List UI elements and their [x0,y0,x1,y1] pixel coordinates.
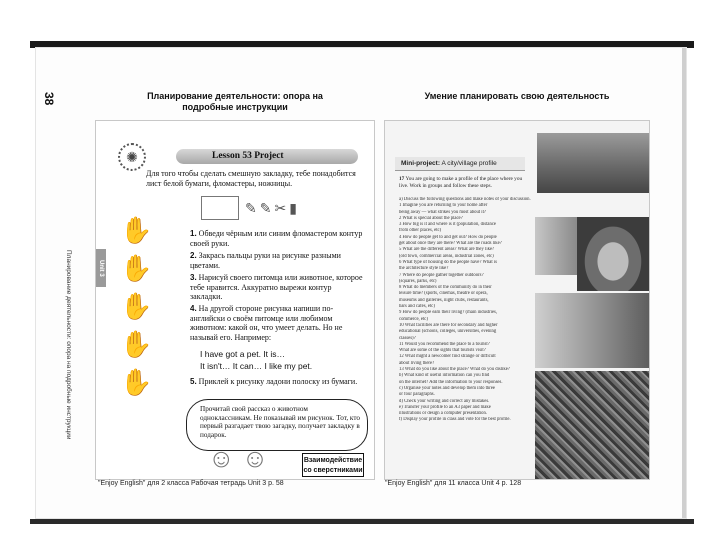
list-item: 7 Where do people gather together outdoors? [399,272,484,278]
page-number: 38 [42,92,56,106]
step-4: 4. На другой стороне рисунка напиши по-английски о своём питомце или любимом животном: какой он, что умеет делать. Но не называй его. Например: [190,304,343,342]
hand-icon: ✋ [120,215,153,245]
list-item: 4 How do people get to and get out? How do people [399,234,497,240]
markers-scissors-icon: ✎✎✂▮ [245,200,300,216]
left-workbook-page [95,120,375,480]
list-item: 5 What are the different areas? What are they like? [399,247,495,253]
list-item: 3 How big is it and where is it (population, distance [399,222,496,228]
stadium-photo [577,217,649,291]
scan-edge-bottom [30,519,694,524]
list-item: about living there? [399,360,435,366]
step-5: 5. Приклей к рисунку ладони полоску из бумаги. [190,377,358,386]
list-item: e) Transfer your profile to an A3 paper and make [399,404,491,410]
list-item: c) Organise your notes and develop them into three [399,385,495,391]
apartment-block-photo [535,293,649,368]
hand-icon: ✋ [120,291,153,321]
children-illustration: ☺ ☺ [208,443,269,473]
step-2: 2. Закрась пальцы руки на рисунке разными цветами. [190,251,341,270]
list-item: commerce, etc) [399,316,428,322]
example-line-1: I have got a pet. It is… [200,349,286,359]
list-item: classes)? [399,335,416,341]
list-item: museums and galleries, night clubs, restaurants, [399,297,489,303]
task-instructions: 17 You are going to make a profile of the place where you live. Work in groups and follow these steps. [399,176,523,189]
list-item: or four paragraphs. [399,392,435,398]
list-item: (squares, parks, etc) [399,278,437,284]
side-label: Планирование деятельности: опора на подробные инструкции [65,250,72,440]
list-item: on the internet? Add the information to your responses. [399,379,503,385]
list-item: f) Display your profile in class and vote for the best profile. [399,417,511,423]
list-item: 12 What might a newcomer find strange or difficult [399,354,496,360]
list-item: being away — what strikes you most about it? [399,209,486,215]
interaction-badge: Взаимодействие со сверстниками [302,453,364,477]
mini-project-header: Mini-project: A city/village profile [395,157,525,171]
scan-edge-top [30,41,694,48]
list-item: a) Discuss the following questions and make notes of your discussion. [399,197,531,202]
building-photo [535,217,577,275]
list-item: from other places, etc) [399,228,442,234]
right-textbook-page [384,120,650,480]
list-item: 9 How do people earn their living? (main industries, [399,310,498,316]
list-item: 10 What facilities are there for secondary and higher [399,322,498,328]
bubble-text: Прочитай свой рассказ о животном одноклассникам. Не показывай им рисунок. Тот, кто первый разгадает твою загадку, получает закладку в подарок. [200,405,360,439]
hand-icon: ✋ [120,253,153,283]
list-item: bars and cafés, etc) [399,304,435,310]
city-panorama-photo [537,133,649,193]
list-item: leisure time? (sports, cinemas, theatre or opera, [399,291,488,297]
unit-tab: Unit 3 [96,249,106,287]
step-1: 1. Обведи чёрным или синим фломастером контур своей руки. [190,229,363,248]
sun-ornament-icon: ✺ [118,143,146,171]
example-line-2: It isn't… It can… I like my pet. [200,361,313,371]
list-item: What are some of the sights that tourists visit? [399,348,486,354]
list-item: get about once they are there? What are the roads like? [399,241,502,247]
paper-sheet-icon [201,196,239,220]
list-item: illustrations or design a computer presentation. [399,411,488,417]
list-item: 13 What do you like about the place? What do you dislike? [399,367,510,373]
list-item: educational (schools, colleges, universities, evening [399,329,497,335]
list-item: 8 What do members of the community do in their [399,285,492,291]
list-item: 1 Imagine you are returning to your home after [399,203,488,209]
list-item: b) What kind of useful information can you find [399,373,490,379]
list-item: 6 What type of housing do the people have? What is [399,259,497,265]
left-heading: Планирование деятельности: опора на подробные инструкции [147,91,323,112]
list-item: (old town, commercial areas, industrial zones, etc) [399,253,494,259]
hand-icon: ✋ [120,329,153,359]
intro-text: Для того чтобы сделать смешную закладку, тебе понадобится лист белой бумаги, фломастеры, ножницы. [146,169,356,188]
step-3: 3. Нарисуй своего питомца или животное, которое тебе нравится. Аккуратно вырежи контур закладки. [190,273,363,301]
lesson-title: Lesson 53 Project [176,149,358,164]
supplies-illustration [201,196,351,224]
right-heading: Умение планировать свою деятельность [424,91,610,101]
list-item: the architecture style like? [399,266,449,272]
list-item: d) Check your writing and correct any mistakes. [399,398,490,404]
right-caption: "Enjoy English" для 11 класса Unit 4 p. 128 [385,480,522,487]
list-item: 11 Would you recommend the place to a tourist? [399,341,490,347]
left-caption: "Enjoy English" для 2 класса Рабочая тетрадь Unit 3 p. 58 [98,480,284,487]
hand-icon: ✋ [120,367,153,397]
list-item: 2 What is special about the place? [399,215,463,221]
task-items [399,197,533,424]
crowd-street-photo [535,371,649,479]
hand-illustrations [120,211,160,401]
